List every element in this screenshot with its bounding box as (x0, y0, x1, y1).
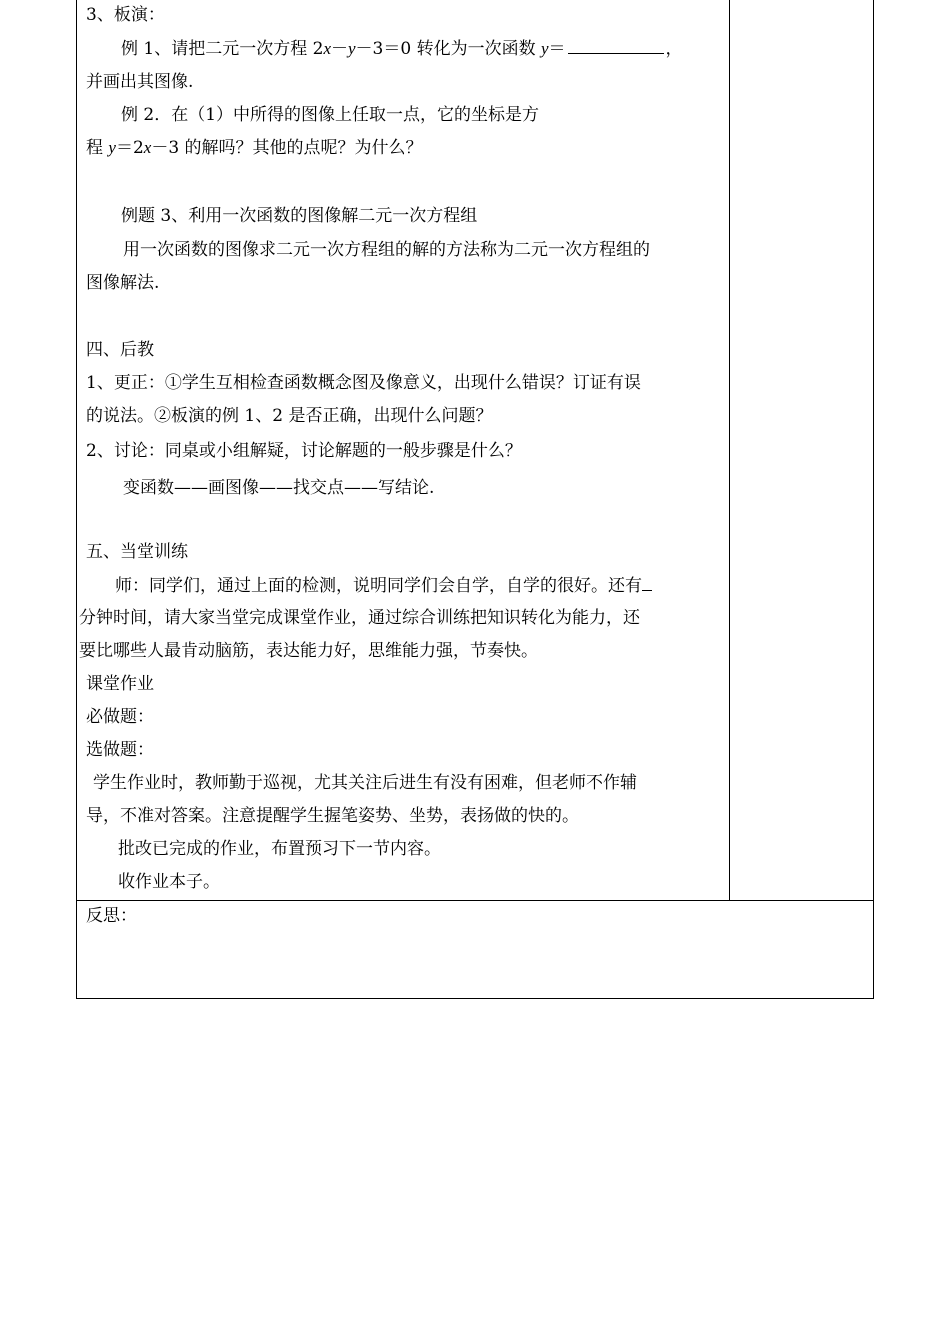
after-teaching-heading: 四、后教 (86, 340, 154, 360)
optional-label: 选做题： (86, 740, 154, 760)
example-1-line-1: 例 1、请把二元一次方程 2x－y－3＝0 转化为一次函数 y＝ ， (121, 39, 683, 59)
teacher-line-1: 师：同学们，通过上面的检测，说明同学们会自学，自学的很好。还有 (115, 574, 652, 597)
homework-label: 课堂作业 (86, 674, 154, 694)
board-heading: 3、板演： (86, 5, 165, 25)
answer-blank[interactable] (568, 37, 664, 54)
example-2-line-2: 程 y＝2x－3 的解吗？其他的点呢？为什么？ (86, 138, 423, 158)
minutes-blank[interactable] (642, 574, 652, 591)
practice-heading: 五、当堂训练 (86, 542, 188, 562)
example-3-title: 例题 3、利用一次函数的图像解二元一次方程组 (121, 206, 478, 226)
discussion-line: 2、讨论：同桌或小组解疑，讨论解题的一般步骤是什么？ (86, 441, 522, 461)
patrol-line-2: 导，不准对答案。注意提醒学生握笔姿势、坐势，表扬做的快的。 (86, 806, 579, 826)
required-label: 必做题： (86, 707, 154, 727)
grading-line: 批改已完成的作业，布置预习下一节内容。 (118, 839, 441, 859)
reflection-label: 反思： (86, 906, 137, 926)
collect-line: 收作业本子。 (118, 872, 220, 892)
example-3-line-1: 用一次函数的图像求二元一次方程组的解的方法称为二元一次方程组的 (123, 240, 650, 260)
example-1-line-2: 并画出其图像. (86, 72, 194, 92)
example-3-line-2: 图像解法. (86, 273, 160, 293)
row-divider (77, 900, 873, 901)
example-2-line-1: 例 2．在（1）中所得的图像上任取一点，它的坐标是方 (121, 105, 540, 125)
correction-line-1: 1、更正：①学生互相检查函数概念图及像意义，出现什么错误？订证有误 (86, 373, 641, 393)
teacher-line-3: 要比哪些人最肯动脑筋，表达能力好，思维能力强，节奏快。 (79, 641, 538, 661)
solution-steps: 变函数——画图像——找交点——写结论. (123, 478, 435, 498)
column-divider (729, 0, 730, 900)
correction-line-2: 的说法。②板演的例 1、2 是否正确，出现什么问题？ (86, 406, 493, 426)
lesson-plan-table (76, 0, 874, 999)
teacher-line-2: 分钟时间，请大家当堂完成课堂作业，通过综合训练把知识转化为能力，还 (79, 608, 640, 628)
patrol-line-1: 学生作业时，教师勤于巡视，尤其关注后进生有没有困难，但老师不作辅 (93, 773, 637, 793)
